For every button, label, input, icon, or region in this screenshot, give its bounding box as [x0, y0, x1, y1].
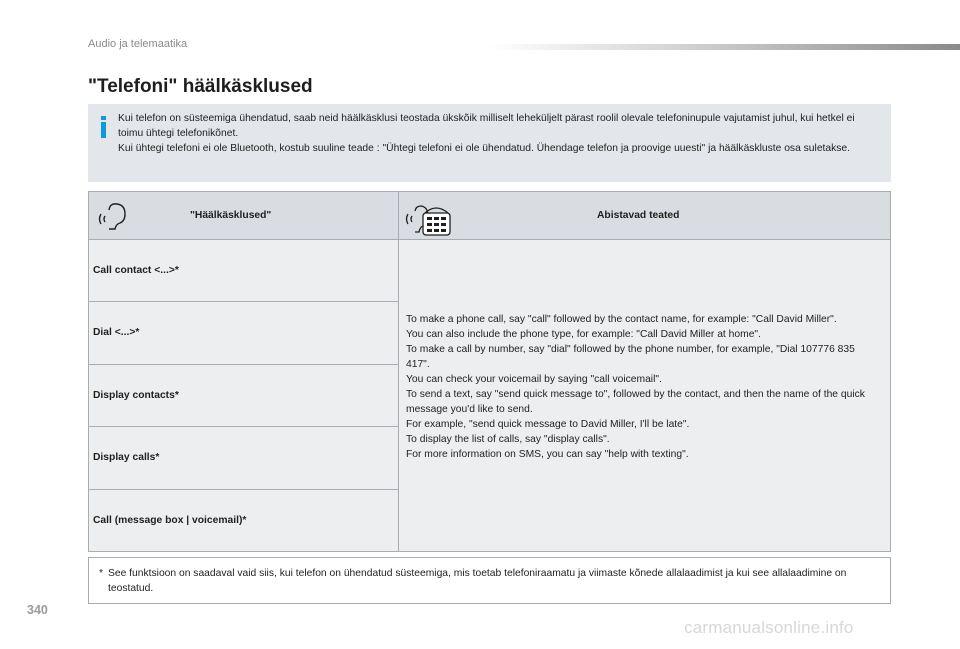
help-line: You can check your voicemail by saying "call voicemail". — [406, 374, 662, 385]
help-line: To send a text, say "send quick message to", followed by the contact, and then the name of the quick message you'd like to send. — [406, 389, 865, 415]
help-line: You can also include the phone type, for example: "Call David Miller at home". — [406, 329, 761, 340]
command-row: Call (message box | voicemail)* — [89, 490, 399, 551]
info-box — [88, 104, 891, 182]
help-line: For example, "send quick message to David Miller, I'll be late". — [406, 419, 690, 430]
header-voice-commands-label: "Häälkäsklused" — [190, 210, 272, 221]
command-row: Display calls* — [89, 427, 399, 490]
footnote-box — [88, 557, 891, 604]
header-help-messages-label: Abistavad teated — [597, 210, 680, 221]
section-label: Audio ja telemaatika — [88, 38, 188, 50]
footnote-text: See funktsioon on saadaval vaid siis, kui telefon on ühendatud süsteemiga, mis toetab telefoniraamatu ja viimaste kõnede allalaadimist ja kui see allalaadimine on teostatud. — [108, 568, 847, 594]
help-line: To make a call by number, say "dial" followed by the phone number, for example, "Dial 107776 835 417". — [406, 344, 855, 370]
header-decorative-bar — [488, 44, 960, 50]
header-help-messages — [399, 192, 890, 240]
page-number: 340 — [27, 603, 48, 617]
help-line: To make a phone call, say "call" followed by the contact name, for example: "Call David Miller". — [406, 314, 837, 325]
help-line: To display the list of calls, say "display calls". — [406, 434, 610, 445]
command-row: Dial <...>* — [89, 302, 399, 365]
watermark: carmanualsonline.info — [684, 618, 854, 637]
footnote-marker: * — [99, 568, 104, 579]
command-row: Display contacts* — [89, 365, 399, 427]
info-text-2: Kui ühtegi telefoni ei ole Bluetooth, kostub suuline teade : "Ühtegi telefoni ei ole ühendatud. Ühendage telefon ja proovige uuesti" ja häälkäskluste osa suletakse. — [118, 143, 851, 154]
voice-commands-table — [88, 191, 891, 552]
info-text-1: Kui telefon on süsteemiga ühendatud, saab neid häälkäsklusi teostada ükskõik milliselt leheküljelt pärast roolil olevale telefoninupule vajutamist juhul, kui hetkel ei toimu ühtegi telefonikõnet. — [118, 113, 855, 139]
page-title: "Telefoni" häälkäsklused — [88, 76, 313, 97]
command-row: Call contact <...>* — [89, 240, 399, 302]
info-icon — [100, 116, 108, 138]
header-voice-commands — [89, 192, 399, 240]
help-line: For more information on SMS, you can say "help with texting". — [406, 449, 689, 460]
help-messages-cell — [399, 240, 890, 551]
phone-voice-icon — [405, 196, 453, 238]
voice-command-icon — [97, 196, 131, 236]
